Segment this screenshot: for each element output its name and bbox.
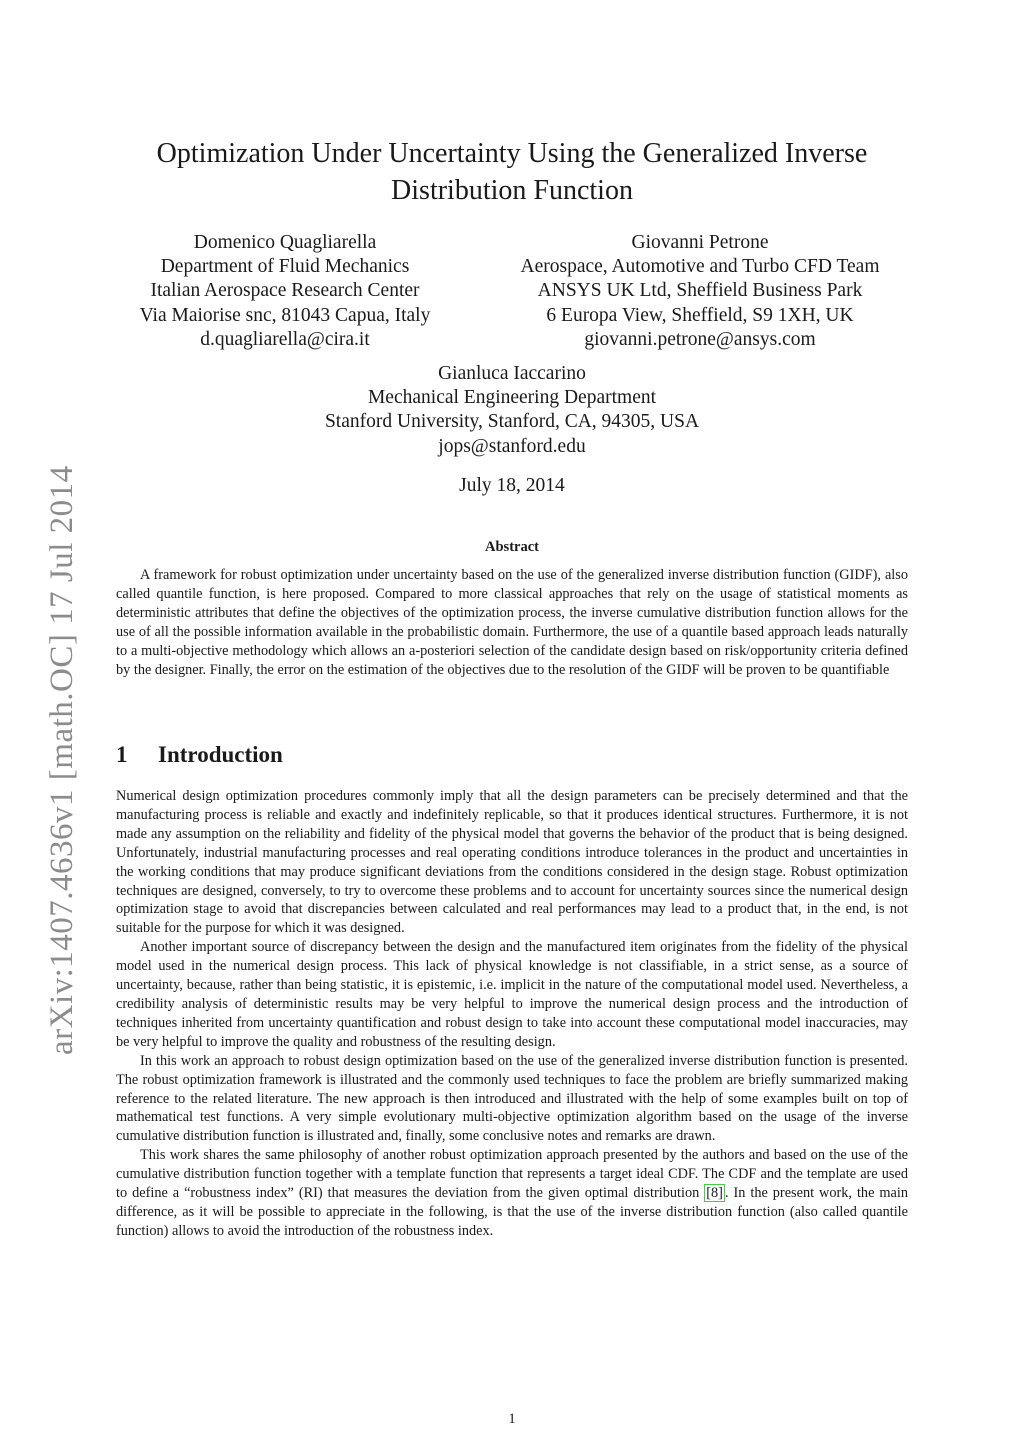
author-department: Aerospace, Automotive and Turbo CFD Team [520, 256, 880, 278]
title-line-2: Distribution Function [391, 175, 633, 206]
author-department: Department of Fluid Mechanics [160, 256, 410, 278]
author-email: d.quagliarella@cira.it [200, 328, 370, 350]
author-name: Domenico Quagliarella [193, 232, 377, 253]
page-number: 1 [508, 1411, 516, 1427]
section-number: 1 [116, 742, 128, 767]
citation-link[interactable]: [8] [706, 1185, 723, 1202]
author-block-petrone [470, 231, 930, 352]
paragraph: In this work an approach to robust design optimization based on the use of the generalized inverse distribution function is presented. The robust optimization framework is illustrated and the commonly used techniques to face the problem are briefly summarized making reference to the related literature. The new approach is then introduced and illustrated with the help of some examples built on top of mathematical test functions. A very simple evolutionary multi-objective optimization algorithm based on the usage of the inverse cumulative distribution function is illustrated and, finally, some conclusive notes and remarks are drawn. [116, 1052, 908, 1145]
author-institution: ANSYS UK Ltd, Sheffield Business Park [537, 280, 863, 302]
paragraph: Numerical design optimization procedures commonly imply that all the design parameters can be precisely determined and that the manufacturing process is reliable and exactly and indefinitely replicable, so that it produces identical structures. Furthermore, it is not made any assumption on the reliability and fidelity of the physical model that governs the behavior of the product that is being designed. Unfortunately, industrial manufacturing processes and real operating conditions introduce tolerances in the product and uncertainties in the working conditions that may produce significant deviations from the conditions considered in the design stage. Robust optimization techniques are designed, conversely, to try to overcome these problems and to account for uncertainty sources since the numerical design optimization stage to avoid that discrepancies between calculated and real performances may lead to a product that, in the end, is not suitable for the purpose for which it was designed. [116, 788, 908, 937]
author-block-quagliarella [100, 231, 470, 352]
author-department: Mechanical Engineering Department [367, 387, 657, 409]
paragraph [116, 1146, 908, 1241]
abstract-heading: Abstract [485, 539, 539, 555]
author-email: giovanni.petrone@ansys.com [584, 328, 816, 350]
author-block-iaccarino [262, 362, 762, 459]
paragraph-text-before-citation: This work shares the same philosophy of another robust optimization approach presented by the authors and based on the use of the cumulative distribution function together with a template function that represents a target ideal CDF. The CDF and the template are used to define a “robustness index” (RI) that measures the deviation from the given optimal distribution [116, 1147, 908, 1202]
publication-date: July 18, 2014 [459, 475, 565, 496]
title-line-1: Optimization Under Uncertainty Using the Generalized Inverse [156, 138, 868, 169]
paper-title [112, 135, 912, 209]
arxiv-identifier-stamp: arXiv:1407.4636v1 [math.OC] 17 Jul 2014 [44, 465, 80, 1055]
paragraph-text-after-citation: . In the present work, the main difference, as it will be possible to appreciate in the following, is that the use of the inverse distribution function (also called quantile function) allows to avoid the introduction of the robustness index. [116, 1185, 908, 1239]
author-name: Gianluca Iaccarino [438, 363, 586, 384]
section-title: Introduction [158, 742, 283, 767]
section-heading-introduction [116, 742, 283, 768]
author-address: Via Maiorise snc, 81043 Capua, Italy [139, 304, 431, 326]
paragraph: Another important source of discrepancy between the design and the manufactured item originates from the fidelity of the physical model used in the numerical design process. This lack of physical knowledge is not classifiable, in a strict sense, as a source of uncertainty, because, rather than being statistic, it is epistemic, i.e. implicit in the nature of the computational model used. Nevertheless, a credibility analysis of deterministic results may be very helpful to improve the numerical design process and the introduction of techniques inherited from uncertainty quantification and robust design to take into account these computational model inaccuracies, may be very helpful to improve the quality and robustness of the resulting design. [116, 939, 908, 1050]
author-address: 6 Europa View, Sheffield, S9 1XH, UK [546, 304, 854, 326]
author-institution: Italian Aerospace Research Center [150, 280, 420, 302]
author-email: jops@stanford.edu [438, 435, 586, 457]
abstract-text: A framework for robust optimization under uncertainty based on the use of the generalized inverse distribution function (GIDF), also called quantile function, is here proposed. Compared to more classical approaches that rely on the usage of statistical moments as deterministic attributes that define the objectives of the optimization process, the inverse cumulative distribution function allows for the use of all the possible information available in the probabilistic domain. Furthermore, the use of a quantile based approach leads naturally to a multi-objective methodology which allows an a-posteriori selection of the candidate design based on risk/opportunity criteria defined by the designer. Finally, the error on the estimation of the objectives due to the resolution of the GIDF will be proven to be quantifiable [116, 567, 908, 678]
author-address: Stanford University, Stanford, CA, 94305, USA [324, 411, 700, 433]
author-name: Giovanni Petrone [631, 232, 769, 253]
introduction-body [116, 787, 908, 1241]
